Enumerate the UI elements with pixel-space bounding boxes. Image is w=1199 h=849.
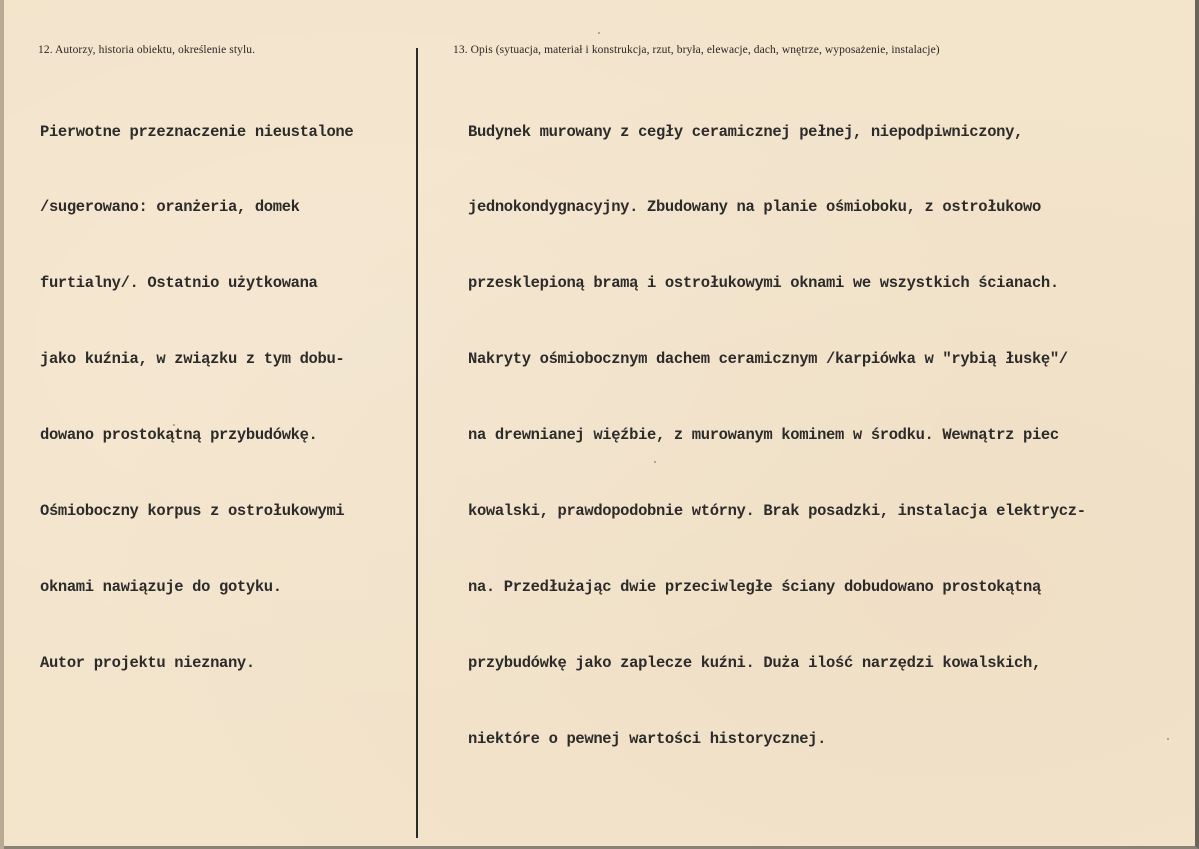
section-12-line: Pierwotne przeznaczenie nieustalone bbox=[40, 122, 354, 141]
section-13-line: przesklepioną bramą i ostrołukowymi oknami we wszystkich ścianach. bbox=[468, 274, 1059, 293]
section-12-line: Autor projektu nieznany. bbox=[40, 653, 255, 672]
section-12-line: dowano prostokątną przybudówkę. bbox=[40, 426, 318, 445]
section-12-header: 12. Autorzy, historia obiektu, określenie stylu. bbox=[38, 44, 256, 56]
section-13-line: niektóre o pewnej wartości historycznej. bbox=[468, 729, 827, 748]
section-12-typed-text bbox=[40, 69, 353, 727]
paper-speck bbox=[173, 424, 175, 426]
section-13-typed-text bbox=[468, 69, 1086, 803]
paper-speck bbox=[654, 461, 656, 463]
section-13-line: na drewnianej więźbie, z murowanym kominem w środku. Wewnątrz piec bbox=[468, 426, 1059, 445]
card-left-edge bbox=[0, 0, 4, 849]
section-13-line: jednokondygnacyjny. Zbudowany na planie ośmioboku, z ostrołukowo bbox=[468, 198, 1041, 217]
section-12-line: furtialny/. Ostatnio użytkowana bbox=[40, 274, 318, 293]
section-12-line: jako kuźnia, w związku z tym dobu- bbox=[40, 350, 345, 369]
section-13-line: kowalski, prawdopodobnie wtórny. Brak posadzki, instalacja elektrycz- bbox=[468, 502, 1086, 521]
section-13-line: na. Przedłużając dwie przeciwległe ściany dobudowano prostokątną bbox=[468, 577, 1041, 596]
section-13-line: Nakryty ośmiobocznym dachem ceramicznym /karpiówka w "rybią łuskę"/ bbox=[468, 350, 1068, 369]
section-13-line: przybudówkę jako zaplecze kuźni. Duża ilość narzędzi kowalskich, bbox=[468, 653, 1041, 672]
section-12-line: /sugerowano: oranżeria, domek bbox=[40, 198, 300, 217]
column-divider bbox=[416, 48, 418, 838]
paper-speck bbox=[1167, 738, 1169, 740]
section-13-header: 13. Opis (sytuacja, materiał i konstrukcja, rzut, bryła, elewacje, dach, wnętrze, wyposażenie, instalacje) bbox=[453, 44, 940, 56]
paper-speck bbox=[598, 32, 600, 34]
section-12-line: oknami nawiązuje do gotyku. bbox=[40, 577, 282, 596]
section-12-line: Ośmioboczny korpus z ostrołukowymi bbox=[40, 502, 345, 521]
section-13-line: Budynek murowany z cegły ceramicznej pełnej, niepodpiwniczony, bbox=[468, 122, 1023, 141]
